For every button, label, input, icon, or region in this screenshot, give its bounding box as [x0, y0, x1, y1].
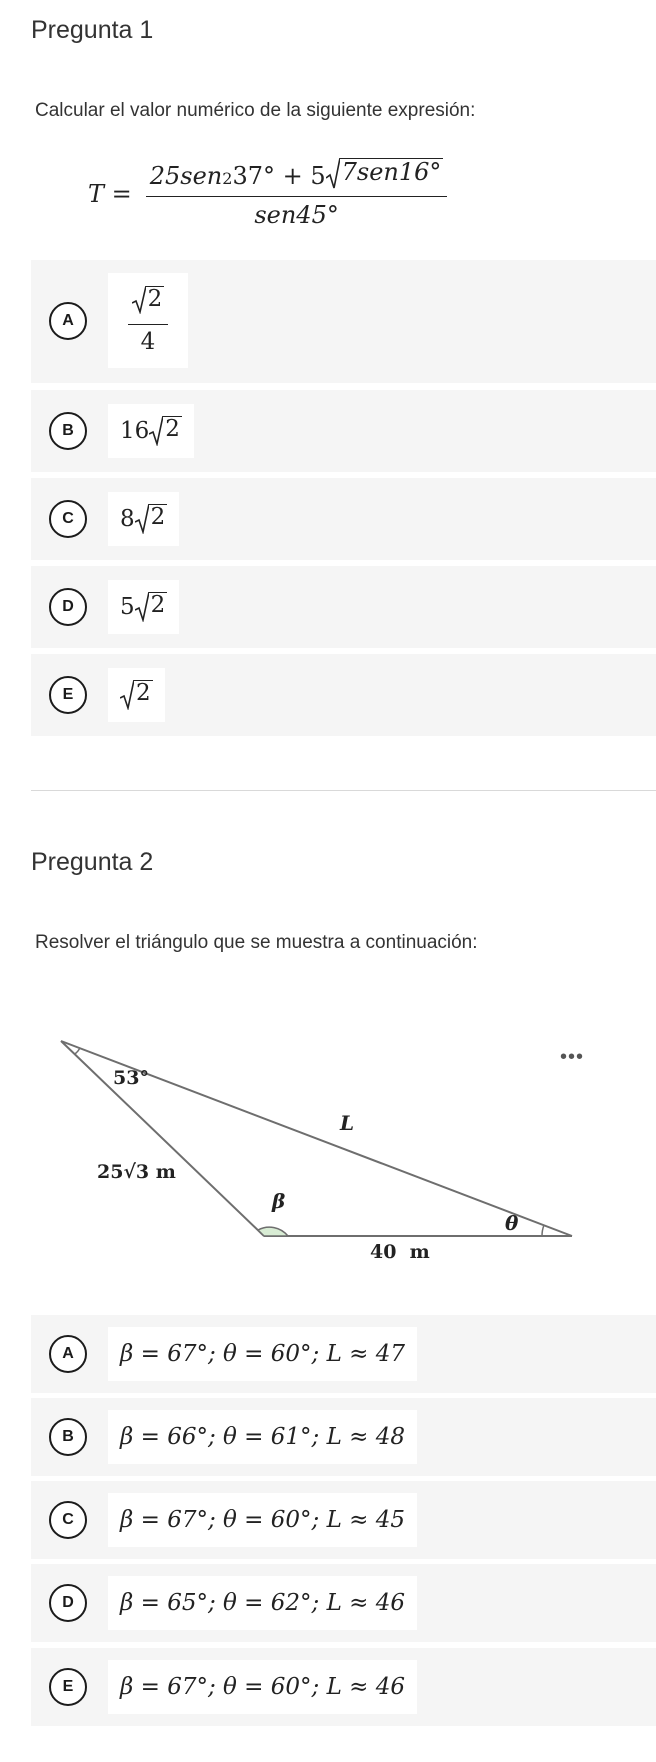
base-label: 40 m [370, 1241, 430, 1263]
side-left-label: 25√3 m [97, 1161, 176, 1183]
option-answer: β = 67°; θ = 60°; L ≈ 46 [108, 1660, 417, 1714]
option-answer: β = 67°; θ = 60°; L ≈ 47 [108, 1327, 417, 1381]
section-divider [31, 790, 656, 791]
top-angle-mark [75, 1048, 80, 1054]
theta-label: θ [505, 1211, 519, 1235]
option-answer: β = 67°; θ = 60°; L ≈ 45 [108, 1493, 417, 1547]
side-L-label: L [340, 1111, 355, 1135]
option-letter-badge: E [49, 676, 87, 714]
option-answer: β = 65°; θ = 62°; L ≈ 46 [108, 1576, 417, 1630]
option-letter-badge: C [49, 500, 87, 538]
question-1-title: Pregunta 1 [31, 16, 154, 44]
q1-option-c[interactable] [31, 478, 656, 560]
option-answer: β = 66°; θ = 61°; L ≈ 48 [108, 1410, 417, 1464]
angle-top-label: 53° [113, 1067, 149, 1089]
option-letter-badge: C [49, 1501, 87, 1539]
option-answer: 2 [108, 668, 165, 722]
option-answer: 8 2 [108, 492, 179, 546]
option-letter-badge: B [49, 412, 87, 450]
question-1-formula [88, 158, 447, 229]
theta-angle-mark [542, 1225, 544, 1236]
q2-option-c[interactable] [31, 1481, 656, 1559]
option-answer: 16 2 [108, 404, 194, 458]
option-letter-badge: A [49, 302, 87, 340]
option-letter-badge: D [49, 1584, 87, 1622]
beta-label: β [272, 1189, 286, 1213]
question-1-prompt: Calcular el valor numérico de la siguiente expresión: [35, 100, 476, 121]
option-letter-badge: D [49, 588, 87, 626]
formula-lhs: T = [88, 179, 132, 208]
q1-option-b[interactable] [31, 390, 656, 472]
q1-option-a[interactable] [31, 260, 656, 383]
question-2-title: Pregunta 2 [31, 848, 154, 876]
beta-angle-mark [258, 1227, 288, 1236]
option-letter-badge: B [49, 1418, 87, 1456]
option-letter-badge: E [49, 1668, 87, 1706]
q1-option-d[interactable] [31, 566, 656, 648]
more-options-icon[interactable]: ••• [560, 1046, 585, 1068]
option-answer: 5 2 [108, 580, 179, 634]
option-answer: 2 4 [108, 273, 188, 368]
option-letter-badge: A [49, 1335, 87, 1373]
triangle-figure [0, 1000, 656, 1290]
q2-option-b[interactable] [31, 1398, 656, 1476]
q2-option-d[interactable] [31, 1564, 656, 1642]
question-2-prompt: Resolver el triángulo que se muestra a continuación: [35, 932, 478, 953]
q1-option-e[interactable] [31, 654, 656, 736]
formula-denominator: sen45° [254, 201, 339, 229]
sqrt-symbol: 7sen16° [326, 158, 444, 190]
formula-numerator: 25sen $^2$ 37° + 5 7sen16° [146, 158, 448, 197]
q2-option-a[interactable] [31, 1315, 656, 1393]
q2-option-e[interactable] [31, 1648, 656, 1726]
